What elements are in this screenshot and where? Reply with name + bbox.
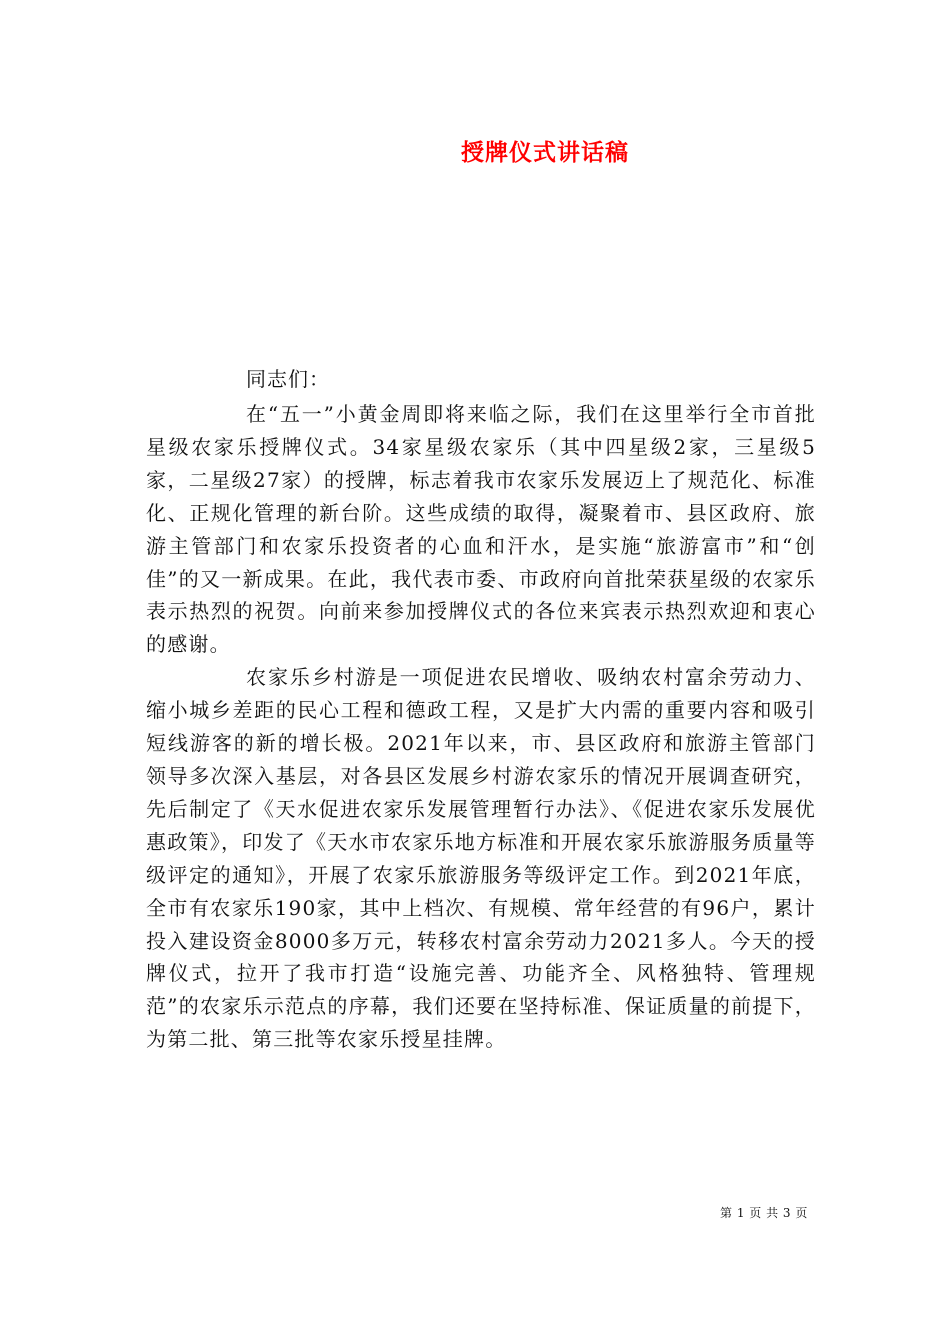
page-number-footer: 第 1 页 共 3 页 <box>720 1206 808 1220</box>
document-title: 授牌仪式讲话稿 <box>461 140 629 166</box>
paragraph-1: 在“五一”小黄金周即将来临之际，我们在这里举行全市首批星级农家乐授牌仪式。34家星级农家乐（其中四星级2家，三星级5家，二星级27家）的授牌，标志着我市农家乐发展迈上了规范化、标准化、正规化管理的新台阶。这些成绩的取得，凝聚着市、县区政府、旅游主管部门和农家乐投资者的心血和汗水，是实施“旅游富市”和“创佳”的又一新成果。在此，我代表市委、市政府向首批荣获星级的农家乐表示热烈的祝贺。向前来参加授牌仪式的各位来宾表示热烈欢迎和衷心的感谢。 <box>146 402 816 657</box>
salutation: 同志们： <box>246 367 330 391</box>
paragraph-2: 农家乐乡村游是一项促进农民增收、吸纳农村富余劳动力、缩小城乡差距的民心工程和德政工程，又是扩大内需的重要内容和吸引短线游客的新的增长极。2021年以来，市、县区政府和旅游主管部门领导多次深入基层，对各县区发展乡村游农家乐的情况开展调查研究，先后制定了《天水促进农家乐发展管理暂行办法》、《促进农家乐发展优惠政策》，印发了《天水市农家乐地方标准和开展农家乐旅游服务质量等级评定的通知》，开展了农家乐旅游服务等级评定工作。到2021年底，全市有农家乐190家，其中上档次、有规模、常年经营的有96户，累计投入建设资金8000多万元，转移农村富余劳动力2021多人。今天的授牌仪式，拉开了我市打造“设施完善、功能齐全、风格独特、管理规范”的农家乐示范点的序幕，我们还要在坚持标准、保证质量的前提下，为第二批、第三批等农家乐授星挂牌。 <box>146 665 816 1052</box>
document-body <box>146 398 816 1056</box>
